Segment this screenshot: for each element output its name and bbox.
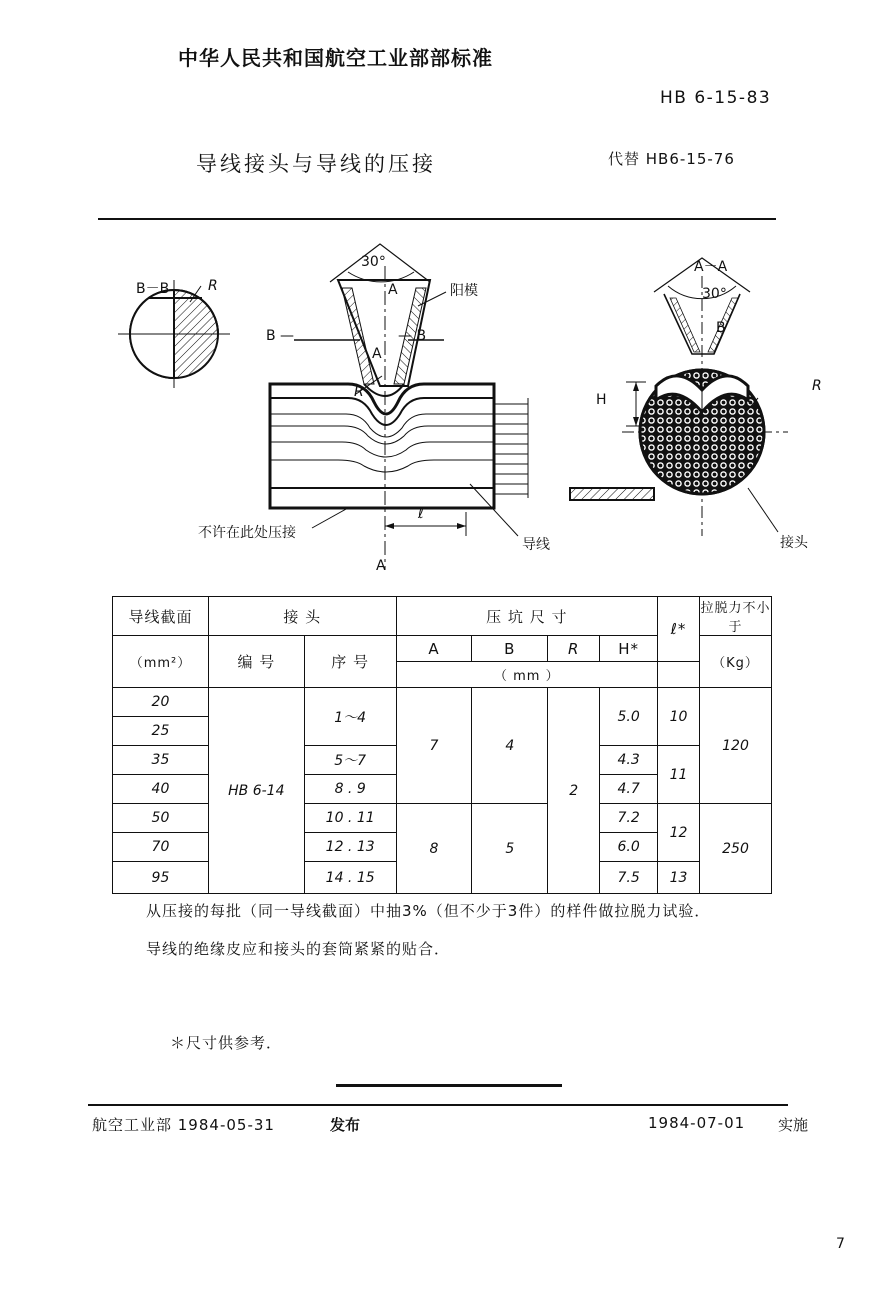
replaces-standard: 代替 HB6-15-76	[608, 150, 735, 168]
cell-h-72: 7.2	[600, 804, 658, 833]
fig-label-a-top: A	[388, 282, 398, 298]
cell-section-40: 40	[113, 775, 209, 804]
th-dims-unit: （ mm ）	[396, 662, 658, 688]
fig-label-joint: 接头	[780, 535, 808, 551]
cell-b-4: 4	[472, 688, 548, 804]
th-wire-section: 导线截面	[113, 597, 209, 636]
th-length-l: ℓ*	[658, 597, 700, 662]
technical-drawing	[98, 236, 822, 588]
cell-section-25: 25	[113, 717, 209, 746]
note-line-3: ＊尺寸供参考．	[170, 1034, 283, 1052]
cell-seq-12-13: 12 . 13	[304, 833, 396, 862]
cell-h-50: 5.0	[600, 688, 658, 746]
fig-label-angle-center: 30°	[361, 254, 386, 270]
fig-label-a-bottom: A	[376, 558, 386, 574]
cell-h-60: 6.0	[600, 833, 658, 862]
fig-label-r-right: R	[812, 378, 822, 394]
fig-label-length: ℓ	[418, 506, 424, 522]
footer-divider	[88, 1104, 788, 1106]
footer-publish-label: 发布	[330, 1116, 361, 1134]
cell-joint-code: HB 6-14	[208, 688, 304, 894]
footer-short-divider	[336, 1084, 562, 1087]
cell-pull-120: 120	[700, 688, 772, 804]
fig-label-bb: B－B	[136, 281, 170, 297]
th-joint-seq: 序 号	[304, 636, 396, 688]
cell-section-50: 50	[113, 804, 209, 833]
fig-label-punch: 阳模	[450, 283, 478, 299]
section-bb	[118, 280, 230, 388]
th-col-r: R	[548, 636, 600, 662]
footer-issuer: 航空工业部 1984-05-31	[92, 1116, 275, 1134]
th-joint: 接 头	[208, 597, 396, 636]
cell-l-11: 11	[658, 746, 700, 804]
cell-section-20: 20	[113, 688, 209, 717]
cell-seq-5-7: 5～7	[304, 746, 396, 775]
cell-seq-10-11: 10 . 11	[304, 804, 396, 833]
cell-l-10: 10	[658, 688, 700, 746]
standard-number: HB 6-15-83	[660, 88, 772, 108]
fig-label-no-crimp-here: 不许在此处压接	[198, 525, 296, 541]
cell-seq-1-4: 1～4	[304, 688, 396, 746]
organization-title: 中华人民共和国航空工业部部标准	[178, 46, 493, 70]
cell-h-47: 4.7	[600, 775, 658, 804]
th-joint-code: 编 号	[208, 636, 304, 688]
fig-label-b-right: — B	[398, 328, 427, 344]
spec-table	[112, 596, 772, 894]
cell-b-5: 5	[472, 804, 548, 894]
cell-section-70: 70	[113, 833, 209, 862]
fig-label-b-right-sec: B	[716, 320, 726, 336]
spec-table-wrapper	[112, 596, 772, 886]
th-col-b: B	[472, 636, 548, 662]
th-col-a: A	[396, 636, 472, 662]
th-crimp-dims: 压 坑 尺 寸	[396, 597, 658, 636]
page-number: 7	[836, 1236, 845, 1252]
cell-a-8: 8	[396, 804, 472, 894]
th-pull-force: 拉脱力不小于	[700, 597, 772, 636]
footer-effective-label: 实施	[778, 1116, 809, 1134]
fig-label-r-punch: R	[354, 384, 364, 400]
fig-label-r-left: R	[208, 278, 218, 294]
note-line-1: 从压接的每批（同一导线截面）中抽3%（但不少于3件）的样件做拉脱力试验．	[146, 902, 711, 920]
footer-effective-date: 1984-07-01	[648, 1114, 746, 1132]
punch-and-workpiece	[270, 244, 528, 570]
fig-label-aa: A－A	[694, 259, 728, 275]
header-divider	[98, 218, 776, 220]
th-wire-section-unit: （mm²）	[113, 636, 209, 688]
th-col-h: H*	[600, 636, 658, 662]
cell-l-13: 13	[658, 862, 700, 894]
th-pull-force-unit: （Kg）	[700, 636, 772, 688]
fig-label-a-mid: A	[372, 346, 382, 362]
fig-label-angle-right: 30°	[702, 286, 727, 302]
cell-h-75: 7.5	[600, 862, 658, 894]
note-line-2: 导线的绝缘皮应和接头的套筒紧紧的贴合．	[146, 940, 451, 958]
cell-section-95: 95	[113, 862, 209, 894]
fig-label-b-left: B —	[266, 328, 295, 344]
cell-section-35: 35	[113, 746, 209, 775]
cell-a-7: 7	[396, 688, 472, 804]
document-title: 导线接头与导线的压接	[196, 152, 436, 176]
cell-h-43: 4.3	[600, 746, 658, 775]
cell-seq-14-15: 14 . 15	[304, 862, 396, 894]
cell-r-2: 2	[548, 688, 600, 894]
cell-l-12: 12	[658, 804, 700, 862]
cell-seq-8-9: 8 . 9	[304, 775, 396, 804]
cell-pull-250: 250	[700, 804, 772, 894]
fig-label-wire: 导线	[522, 537, 550, 553]
fig-label-h: H	[596, 392, 607, 408]
